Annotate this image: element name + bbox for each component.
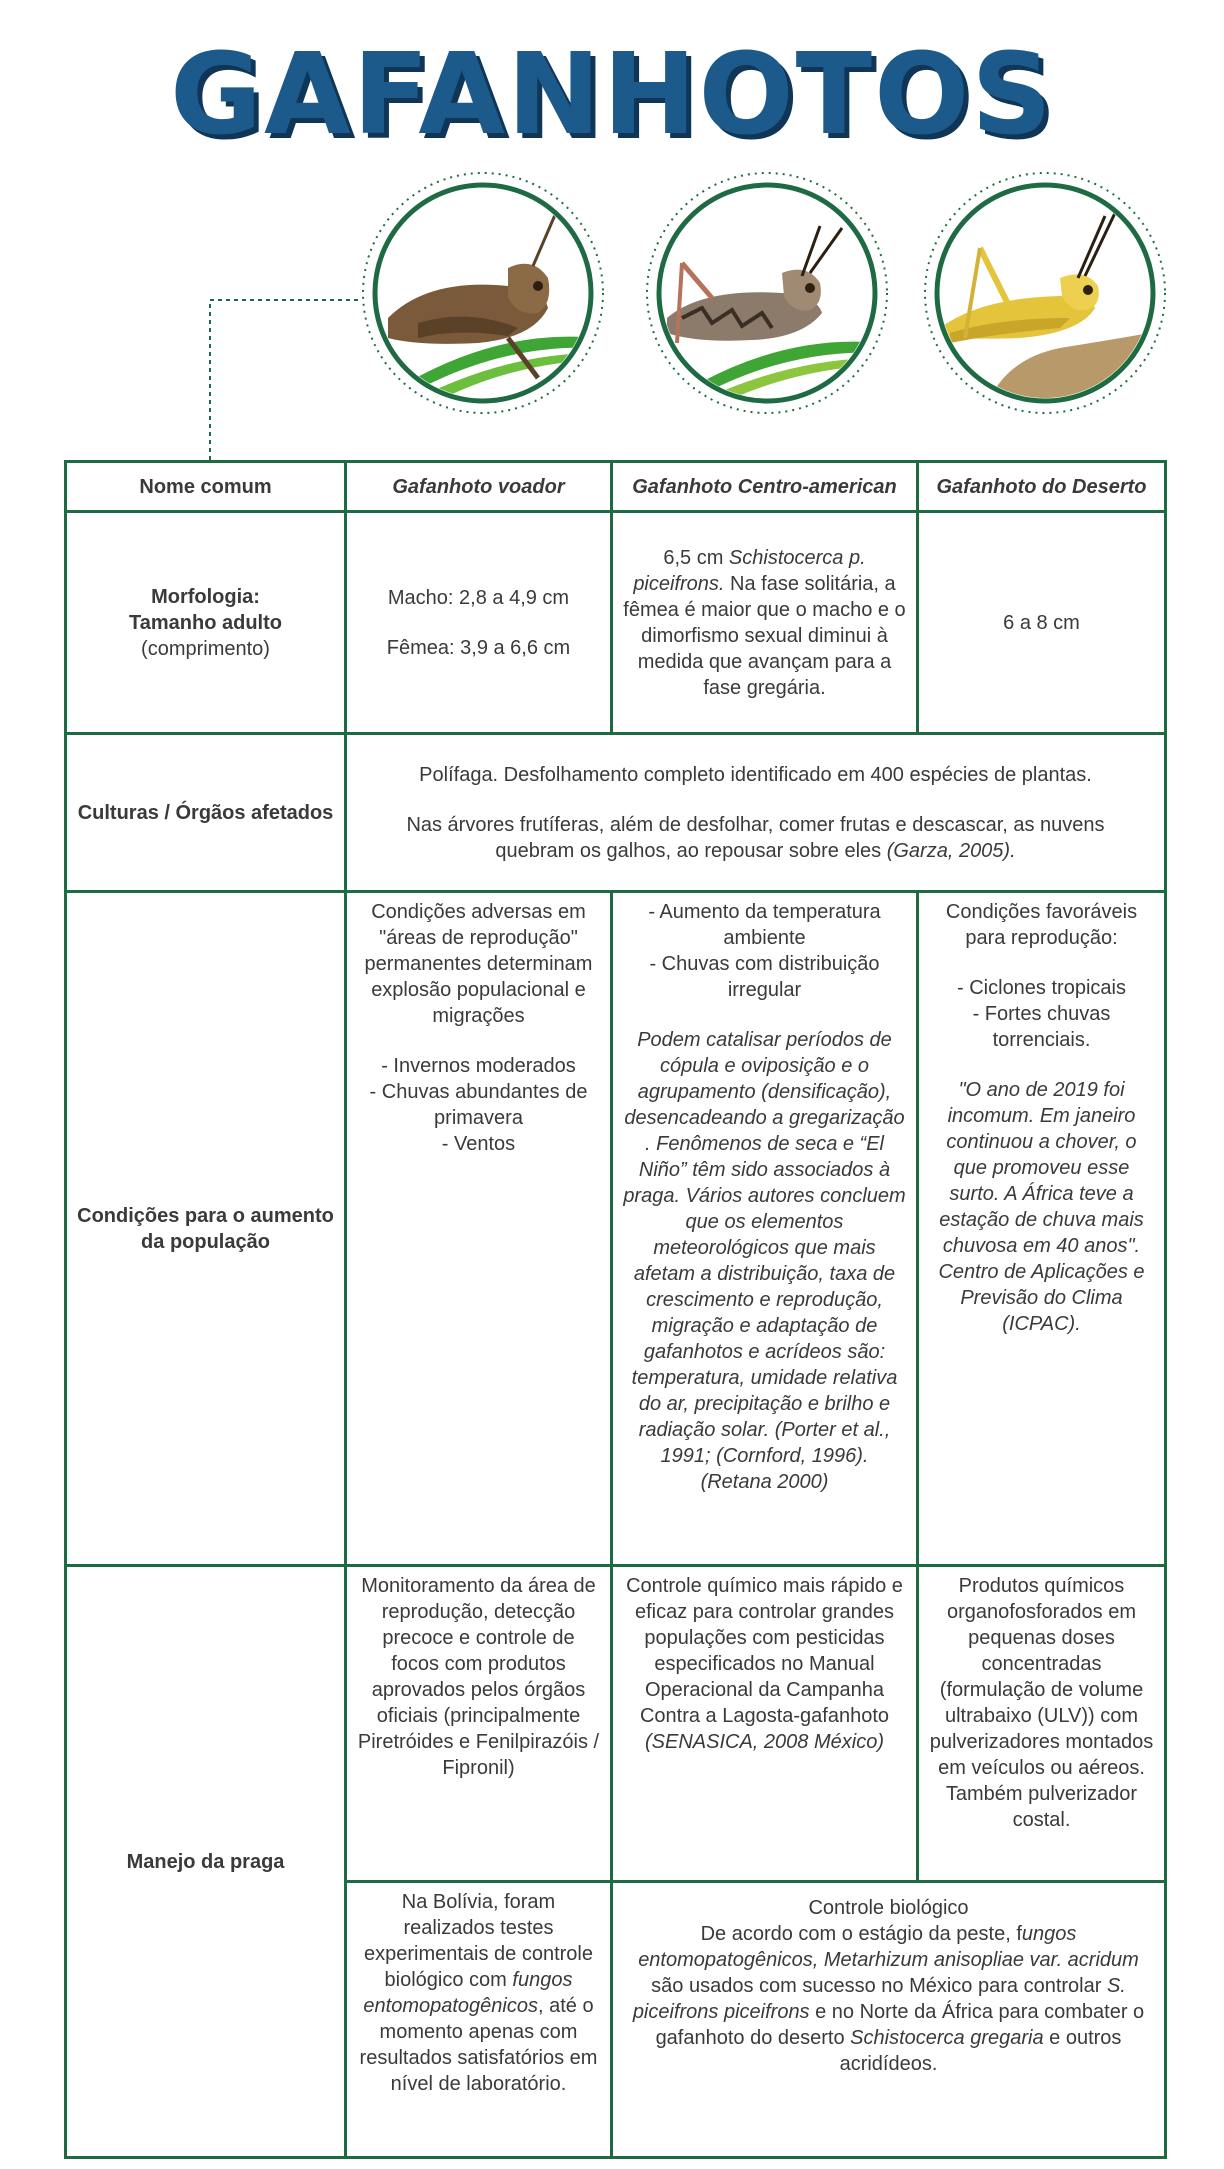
condicoes-voador-item: - Ventos: [441, 1133, 516, 1155]
condicoes-voador-item: - Invernos moderados: [381, 1055, 576, 1077]
bio-species-1: S. piceifrons piceifrons: [632, 1975, 1126, 2023]
condicoes-deserto: [918, 892, 1166, 1566]
condicoes-deserto-item: - Ciclones tropicais: [957, 977, 1126, 999]
manejo-bolivia: [346, 1882, 612, 2158]
morfologia-macho: Macho: 2,8 a 4,9 cm: [387, 586, 570, 609]
bio-text-c: e no Norte da África para combater o gafanhoto do deserto: [655, 2001, 1145, 2049]
row-label-nome-comum: Nome comum: [66, 462, 346, 512]
condicoes-voador-intro: Condições adversas em "áreas de reprodução" permanentes determinam explosão populacional e migrações: [364, 901, 593, 1027]
manejo-centro-americano: [612, 1566, 918, 1882]
culturas-citation: (Garza, 2005).: [886, 839, 1016, 862]
condicoes-centro-item: - Aumento da temperatura ambiente: [648, 901, 881, 949]
condicoes-centro-americano: [612, 892, 918, 1566]
morfologia-label-line1: Morfologia:: [151, 585, 260, 608]
bio-fungi: ungos entomopatogênicos, Metarhizum anisopliae var. acridum: [638, 1923, 1139, 1971]
culturas-line1: Polífaga. Desfolhamento completo identificado em 400 espécies de plantas.: [419, 763, 1092, 786]
morfologia-size: 6,5 cm: [663, 546, 729, 569]
column-header-centro-americano: Gafanhoto Centro-american: [612, 462, 918, 512]
table-header-row: [66, 462, 1166, 512]
page-title: GAFANHOTOS: [170, 30, 1054, 160]
condicoes-centro-text: Podem catalisar períodos de cópula e oviposição e o agrupamento (densificação), desencadeando a gregarização . Fenômenos de seca e “El Niño” têm sido associados à praga. Vários autores concluem que os elementos meteorológicos que mais afetam a distribuição, taxa de crescimento e reprodução, migração e adaptação de gafanhotos e acrídeos são: temperatura, umidade relativa do ar, precipitação e brilho e radiação solar. (Porter et al., 1991; (Cornford, 1996). (Retana 2000): [623, 1029, 906, 1493]
manejo-deserto: Produtos químicos organofosforados em pequenas doses concentradas (formulação de volume ultrabaixo (ULV)) com pulverizadores montados em veículos ou aéreos. Também pulverizador costal.: [918, 1566, 1166, 1882]
morfologia-species: Schistocerca p. piceifrons.: [633, 546, 866, 595]
morfologia-label-line2: Tamanho adulto: [129, 611, 282, 634]
manejo-voador: Monitoramento da área de reprodução, detecção precoce e controle de focos com produtos aprovados pelos órgãos oficiais (principalmente Piretróides e Fenilpirazóis / Fipronil): [346, 1566, 612, 1882]
manejo-centro-text: Controle químico mais rápido e eficaz para controlar grandes populações com pesticidas especificados no Manual Operacional da Campanha Contra a Lagosta-gafanhoto: [626, 1575, 903, 1727]
table-row-culturas: [66, 734, 1166, 892]
row-label-culturas: Culturas / Órgãos afetados: [66, 734, 346, 892]
grasshopper-brown-icon: [358, 168, 608, 418]
column-header-deserto: Gafanhoto do Deserto: [918, 462, 1166, 512]
bio-text-a: De acordo com o estágio da peste, f: [700, 1923, 1022, 1945]
morfologia-voador: [346, 512, 612, 734]
grasshopper-mottled-icon: [642, 168, 892, 418]
bolivia-text-a: Na Bolívia, foram realizados testes experimentais de controle biológico com: [363, 1891, 593, 1991]
bio-text: [631, 1921, 1146, 2077]
row-label-morfologia: [66, 512, 346, 734]
bolivia-text-b: , até o momento apenas com resultados satisfatórios em nível de laboratório.: [359, 1995, 598, 2095]
bio-species-2: Schistocerca gregaria: [850, 2027, 1044, 2049]
culturas-line2: [367, 812, 1144, 864]
grasshopper-yellow-icon: [920, 168, 1170, 418]
culturas-line2-text: Nas árvores frutíferas, além de desfolhar, comer frutas e descascar, as nuvens quebram os galhos, ao repousar sobre eles: [406, 813, 1105, 862]
table-row-morfologia: [66, 512, 1166, 734]
manejo-controle-biologico: [612, 1882, 1166, 2158]
culturas-content: [346, 734, 1166, 892]
row-label-manejo: Manejo da praga: [66, 1566, 346, 2158]
table-row-manejo: [66, 1566, 1166, 1882]
bolivia-fungi: fungos entomopatogênicos: [363, 1969, 573, 2017]
morfologia-description: Na fase solitária, a fêmea é maior que o macho e o dimorfismo sexual diminui à medida que avançam para a fase gregária.: [623, 572, 906, 699]
condicoes-deserto-item: - Fortes chuvas torrenciais.: [972, 1003, 1111, 1051]
morfologia-femea: Fêmea: 3,9 a 6,6 cm: [386, 636, 571, 659]
table-row-condicoes: [66, 892, 1166, 1566]
bio-text-b: são usados com sucesso no México para controlar: [651, 1975, 1107, 1997]
manejo-centro-citation: (SENASICA, 2008 México): [645, 1731, 884, 1753]
bio-text-d: e outros acridídeos.: [839, 2027, 1122, 2075]
comparison-table: [64, 460, 1167, 2159]
condicoes-voador-item: - Chuvas abundantes de primavera: [369, 1081, 588, 1129]
condicoes-centro-item: - Chuvas com distribuição irregular: [649, 953, 880, 1001]
condicoes-deserto-quote: "O ano de 2019 foi incomum. Em janeiro continuou a chover, o que promoveu esse surto. A África teve a estação de chuva mais chuvosa em 40 anos". Centro de Aplicações e Previsão do Clima (ICPAC).: [938, 1079, 1145, 1335]
morfologia-centro-americano: [612, 512, 918, 734]
dotted-connector: [200, 292, 360, 462]
column-header-voador: Gafanhoto voador: [346, 462, 612, 512]
bio-title: Controle biológico: [808, 1897, 969, 1919]
morfologia-label-sub: (comprimento): [141, 637, 270, 660]
row-label-condicoes: Condições para o aumento da população: [66, 892, 346, 1566]
condicoes-deserto-intro: Condições favoráveis para reprodução:: [945, 901, 1138, 949]
condicoes-voador: [346, 892, 612, 1566]
morfologia-deserto: 6 a 8 cm: [918, 512, 1166, 734]
